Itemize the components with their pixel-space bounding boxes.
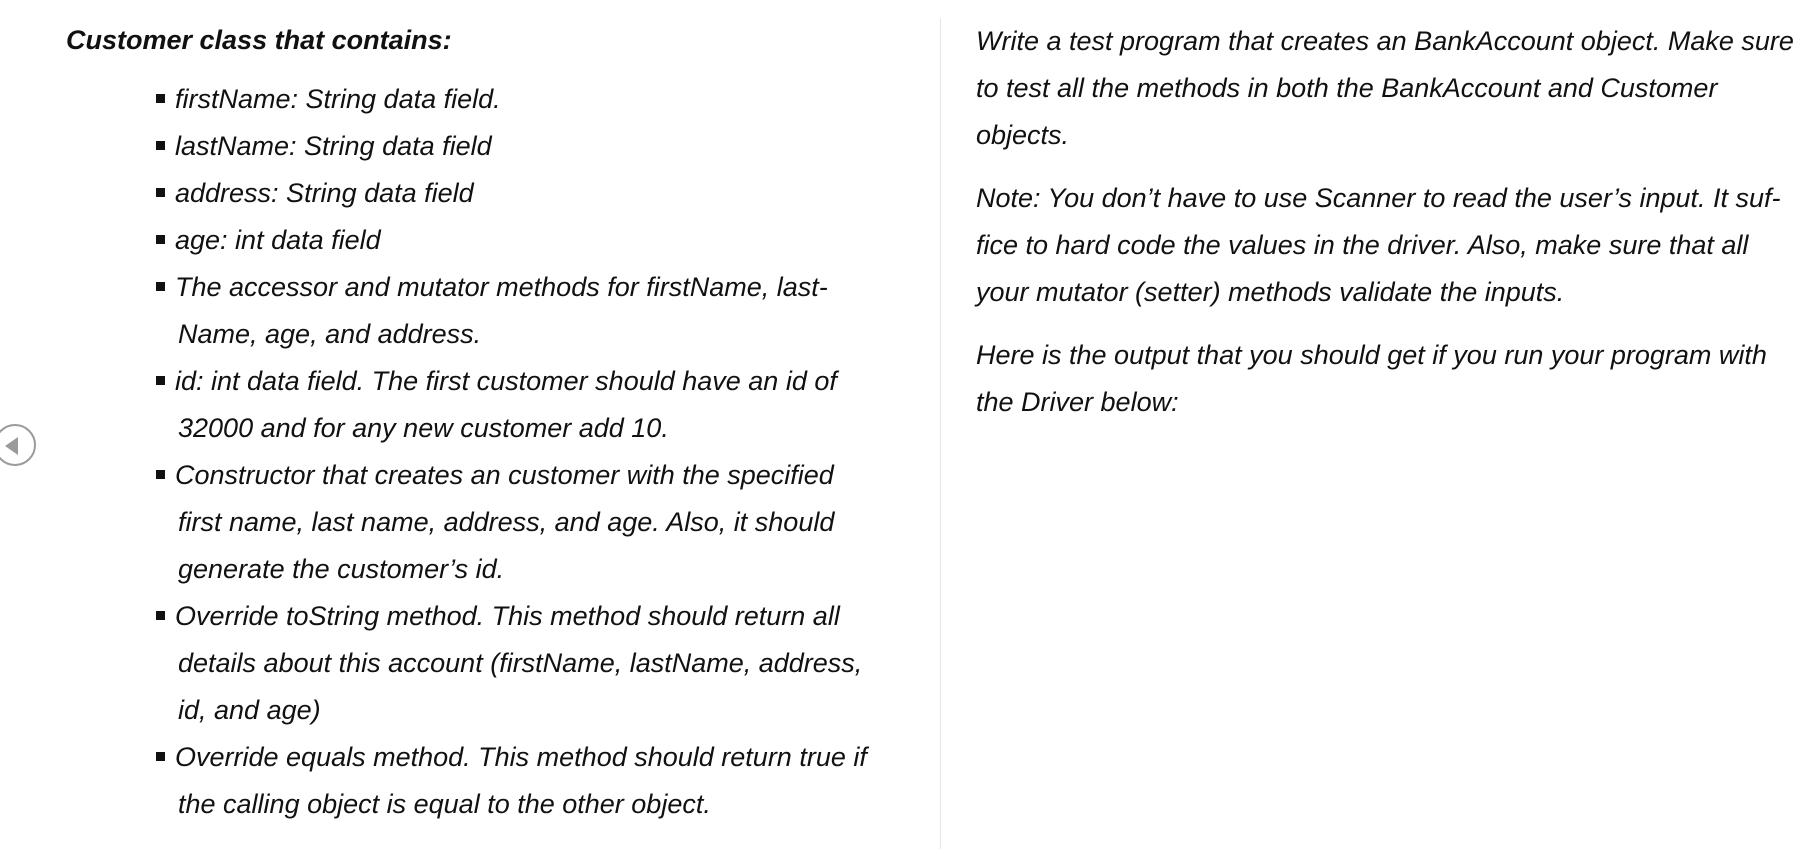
test-program-paragraph: Write a test program that creates an BankAccount object. Make sure to test all the methods in both the BankAccount and Customer objects. bbox=[976, 26, 1794, 150]
requirements-list bbox=[66, 76, 906, 828]
list-item-text: Override toString method. This method should return all details about this account (firstName, lastName, address, id, and age) bbox=[175, 601, 863, 725]
list-item bbox=[156, 593, 898, 734]
list-item bbox=[156, 358, 868, 452]
list-item bbox=[156, 123, 788, 170]
list-item-text: id: int data field. The first customer should have an id of 32000 and for any new customer add 10. bbox=[175, 366, 837, 443]
note-paragraph: Note: You don’t have to use Scanner to read the user’s input. It suf-fice to hard code the values in the driver. Also, make sure that all your mutator (setter) methods validate the inputs. bbox=[976, 183, 1781, 307]
list-item-text: The accessor and mutator methods for firstName, last-Name, age, and address. bbox=[175, 272, 828, 349]
output-intro-paragraph: Here is the output that you should get if you run your program with the Driver below: bbox=[976, 340, 1767, 417]
bullet-icon bbox=[156, 188, 165, 197]
list-item-text: age: int data field bbox=[175, 225, 381, 255]
column-divider bbox=[940, 18, 941, 849]
list-item bbox=[156, 264, 868, 358]
list-item-text: address: String data field bbox=[175, 178, 474, 208]
bullet-icon bbox=[156, 235, 165, 244]
section-heading: Customer class that contains: bbox=[66, 25, 452, 55]
list-item-text: Override equals method. This method should return true if the calling object is equal to the other object. bbox=[175, 742, 867, 819]
list-item-text: firstName: String data field. bbox=[175, 84, 501, 114]
chevron-left-icon bbox=[5, 437, 18, 455]
bullet-icon bbox=[156, 94, 165, 103]
bullet-icon bbox=[156, 376, 165, 385]
list-item bbox=[156, 452, 868, 593]
bullet-icon bbox=[156, 282, 165, 291]
right-column bbox=[976, 18, 1806, 442]
bullet-icon bbox=[156, 752, 165, 761]
list-item-text: lastName: String data field bbox=[175, 131, 492, 161]
list-item bbox=[156, 734, 898, 828]
bullet-icon bbox=[156, 470, 165, 479]
list-item bbox=[156, 170, 788, 217]
list-item bbox=[156, 76, 788, 123]
previous-slide-button[interactable] bbox=[0, 424, 36, 466]
left-column bbox=[66, 18, 906, 828]
bullet-icon bbox=[156, 141, 165, 150]
list-item-text: Constructor that creates an customer with the specified first name, last name, address, and age. Also, it should generate the customer’s id. bbox=[175, 460, 835, 584]
list-item bbox=[156, 217, 788, 264]
bullet-icon bbox=[156, 611, 165, 620]
